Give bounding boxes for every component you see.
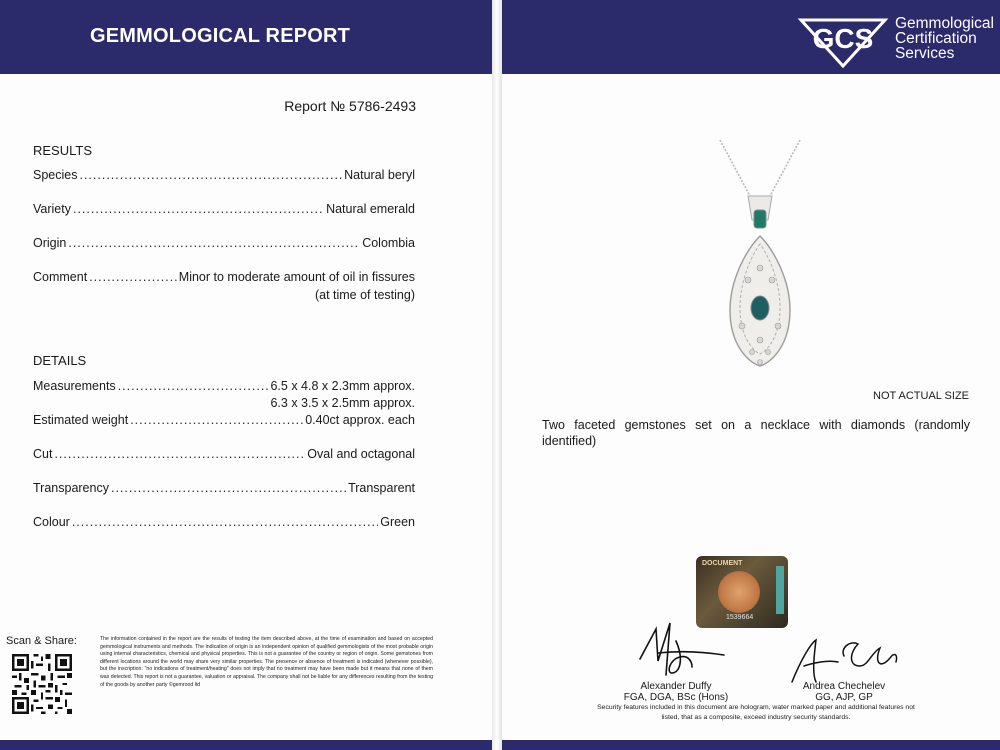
gcs-logo-mark xyxy=(797,8,889,68)
detail-row-colour xyxy=(33,515,415,529)
right-header-banner xyxy=(496,0,1000,74)
row-value: 0.40ct approx. each xyxy=(305,413,415,427)
logo-line: Certification xyxy=(894,29,977,47)
leader-dots xyxy=(89,270,177,284)
leader-dots xyxy=(73,202,324,216)
gcs-logo xyxy=(797,8,994,68)
signer-block-1 xyxy=(606,681,746,703)
row-label: Estimated weight xyxy=(33,413,129,427)
signature-andrea-chechelev xyxy=(786,622,906,690)
leader-dots xyxy=(130,413,303,427)
hologram-seal-icon xyxy=(718,571,760,613)
leader-dots xyxy=(54,447,305,461)
legal-disclaimer: The information contained in the report are the results of testing the item described above, at the time of examination and based on accepted gemmological instruments and methods. The indication of origin is an independent opinion of qualified gemmologists of the most probable origin using internal characteristics, chemical and physical properties. This is not a guarantee of the country or region of origin. Some gemstones from different locations around the world may share very similar properties. The presence or absence of treatment is indicated (whenever possible), but the inscription: "no indications of treatment/heating" does not imply that no treatment may have been made but it means that none of them was detected. This report is not a guarantee, valuation or appraisal. The company shall not be liable for any differences resulting from the testing of the goods by another party ©gemrood ltd xyxy=(100,636,433,688)
row-value: Transparent xyxy=(348,481,415,495)
report-right-page xyxy=(496,0,1000,750)
row-label: Transparency xyxy=(33,481,109,495)
report-title: GEMMOLOGICAL REPORT xyxy=(90,25,351,47)
row-label: Origin xyxy=(33,236,67,250)
row-label: Measurements xyxy=(33,379,116,393)
row-value: 6.5 x 4.8 x 2.3mm approx. xyxy=(270,379,415,393)
row-label: Species xyxy=(33,168,78,182)
row-value: Natural beryl xyxy=(344,168,415,182)
detail-row-cut xyxy=(33,447,415,461)
result-row-origin xyxy=(33,236,415,250)
details-heading: DETAILS xyxy=(33,353,87,368)
left-header-banner xyxy=(0,0,496,74)
result-row-variety xyxy=(33,202,415,216)
measurements-continuation: 6.3 x 3.5 x 2.5mm approx. xyxy=(270,396,415,410)
hologram-strip xyxy=(776,566,784,614)
signer-block-2 xyxy=(774,681,914,703)
logo-line: Services xyxy=(894,44,955,62)
row-value: Colombia xyxy=(362,236,415,250)
report-number: Report № 5786-2493 xyxy=(284,98,416,114)
leader-dots xyxy=(118,379,269,393)
necklace-photo xyxy=(712,140,808,372)
detail-row-weight xyxy=(33,413,415,427)
row-label: Colour xyxy=(33,515,70,529)
not-actual-size-note: NOT ACTUAL SIZE xyxy=(873,390,969,402)
scan-share-label: Scan & Share: xyxy=(6,635,77,647)
row-value: Minor to moderate amount of oil in fissures xyxy=(178,270,415,284)
row-label: Cut xyxy=(33,447,53,461)
right-footer-bar xyxy=(496,740,1000,750)
logo-wordmark xyxy=(895,16,994,61)
qr-code[interactable] xyxy=(12,654,72,714)
signer-credentials: FGA, DGA, BSc (Hons) xyxy=(623,692,729,703)
left-footer-bar xyxy=(0,740,496,750)
logo-line: Gemmological xyxy=(894,14,994,32)
row-label: Comment xyxy=(33,270,88,284)
leader-dots xyxy=(79,168,342,182)
results-heading: RESULTS xyxy=(33,143,92,158)
book-spine xyxy=(492,0,502,750)
report-left-page xyxy=(0,0,496,750)
leader-dots xyxy=(72,515,378,529)
result-row-species xyxy=(33,168,415,182)
logo-monogram: GCS xyxy=(812,23,874,54)
leader-dots xyxy=(68,236,360,250)
hologram-label: DOCUMENT xyxy=(702,560,743,567)
signature-alexander-duffy xyxy=(626,615,746,685)
detail-row-transparency xyxy=(33,481,415,495)
security-features-note: Security features included in this document are hologram, water marked paper and additional features not listed, that as a composite, exceed industry security standards. xyxy=(597,704,915,721)
result-row-comment xyxy=(33,270,415,284)
hologram-serial: 1539664 xyxy=(726,614,754,621)
signer-name: Andrea Chechelev xyxy=(802,681,886,692)
leader-dots xyxy=(111,481,346,495)
comment-continuation: (at time of testing) xyxy=(314,288,415,302)
signer-credentials: GG, AJP, GP xyxy=(815,692,873,703)
detail-row-measurements xyxy=(33,379,415,393)
signer-name: Alexander Duffy xyxy=(640,681,712,692)
row-label: Variety xyxy=(33,202,71,216)
row-value: Oval and octagonal xyxy=(307,447,415,461)
row-value: Natural emerald xyxy=(326,202,415,216)
item-description: Two faceted gemstones set on a necklace with diamonds (randomly identified) xyxy=(542,418,970,448)
row-value: Green xyxy=(380,515,415,529)
